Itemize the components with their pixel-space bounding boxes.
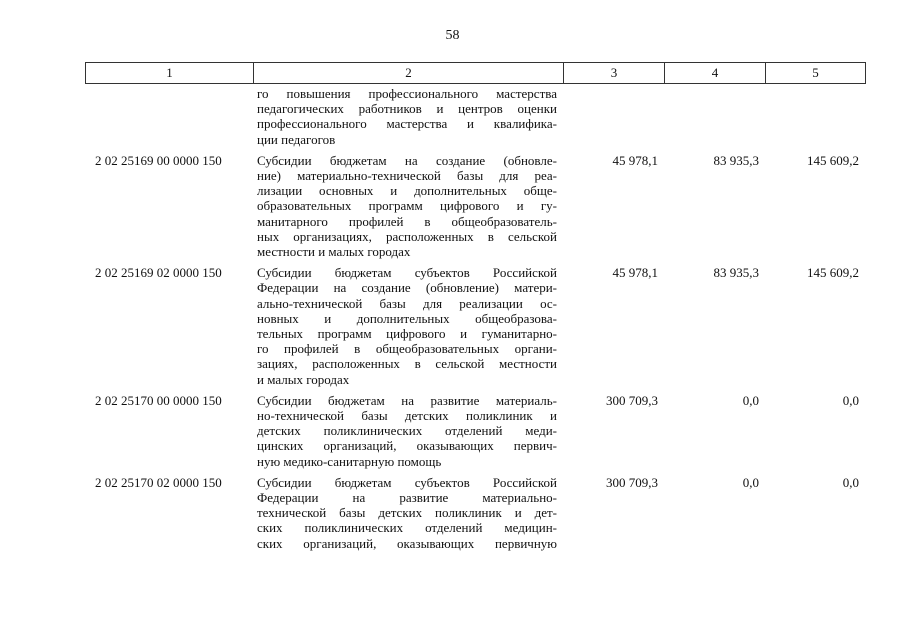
description-line: ально-технической базы для реализации ос- [257,295,557,311]
description-line: но-технической базы детских поликлиник и [257,408,557,424]
description-line: цинских организаций, оказывающих первич- [257,438,557,454]
description-line: ных организациях, расположенных в сельской [257,228,557,244]
row-value-col5: 0,0 [842,392,859,408]
description-line: профессионального мастерства и квалифика- [257,116,557,132]
description-line: ции педагогов [257,131,336,147]
continuation-row [85,86,865,150]
description-line: новных и дополнительных общеобразова- [257,310,557,326]
header-row [86,63,866,84]
description-line: образовательных программ цифрового и гу- [257,198,557,214]
row-value-col3: 45 978,1 [612,152,658,168]
header-col-1: 1 [86,63,254,84]
description-line: технической базы детских поликлиник и дет- [257,505,557,521]
row-code: 2 02 25170 02 0000 150 [95,474,222,490]
row-value-col5: 0,0 [842,474,859,490]
continuation-description [253,86,563,150]
description-line: детских поликлинических отделений меди- [257,423,557,439]
budget-table [85,86,865,551]
table-row [85,390,865,472]
description-line: педагогических работников и центров оценки [257,101,557,117]
row-description [253,472,563,551]
description-line: и малых городах [257,371,350,387]
header-col-3: 3 [564,63,665,84]
description-line: тельных программ цифрового и гуманитарно- [257,326,557,342]
description-line: ских поликлинических отделений медицин- [257,520,557,536]
description-line: Субсидии бюджетам на создание (обновле- [257,152,557,168]
header-col-5: 5 [766,63,866,84]
description-line: го повышения профессионального мастерства [257,86,557,101]
row-description [253,390,563,472]
description-line: Федерации на создание (обновление) матери- [257,280,557,296]
description-line: ских организаций, оказывающих первичную [257,535,557,551]
description-line: местности и малых городах [257,244,411,260]
description-line: ную медико-санитарную помощь [257,453,442,469]
description-line: Субсидии бюджетам субъектов Российской [257,265,557,281]
table-row [85,472,865,551]
row-value-col4: 83 935,3 [713,265,759,281]
header-col-4: 4 [665,63,766,84]
description-line: Субсидии бюджетам субъектов Российской [257,474,557,490]
description-line: манитарного профилей в общеобразователь- [257,213,557,229]
page-number: 58 [445,28,460,43]
row-value-col5: 145 609,2 [807,152,859,168]
row-description [253,262,563,390]
row-value-col5: 145 609,2 [807,265,859,281]
row-description [253,150,563,262]
description-line: Федерации на развитие материально- [257,490,557,506]
row-value-col4: 0,0 [742,474,759,490]
row-value-col4: 0,0 [742,392,759,408]
header-col-2: 2 [254,63,564,84]
row-value-col3: 45 978,1 [612,265,658,281]
continuation-code [85,86,253,150]
table-row [85,262,865,390]
description-line: ние) материально-технической базы для реа- [257,168,557,184]
table-header [85,62,866,84]
row-code: 2 02 25170 00 0000 150 [95,392,222,408]
row-code: 2 02 25169 00 0000 150 [95,152,222,168]
table-row [85,150,865,262]
row-value-col4: 83 935,3 [713,152,759,168]
description-line: зациях, расположенных в сельской местности [257,356,557,372]
description-line: Субсидии бюджетам на развитие материаль- [257,392,557,408]
row-value-col3: 300 709,3 [606,474,658,490]
description-line: го профилей в общеобразовательных органи- [257,341,557,357]
row-value-col3: 300 709,3 [606,392,658,408]
row-code: 2 02 25169 02 0000 150 [95,265,222,281]
description-line: лизации основных и дополнительных обще- [257,183,557,199]
